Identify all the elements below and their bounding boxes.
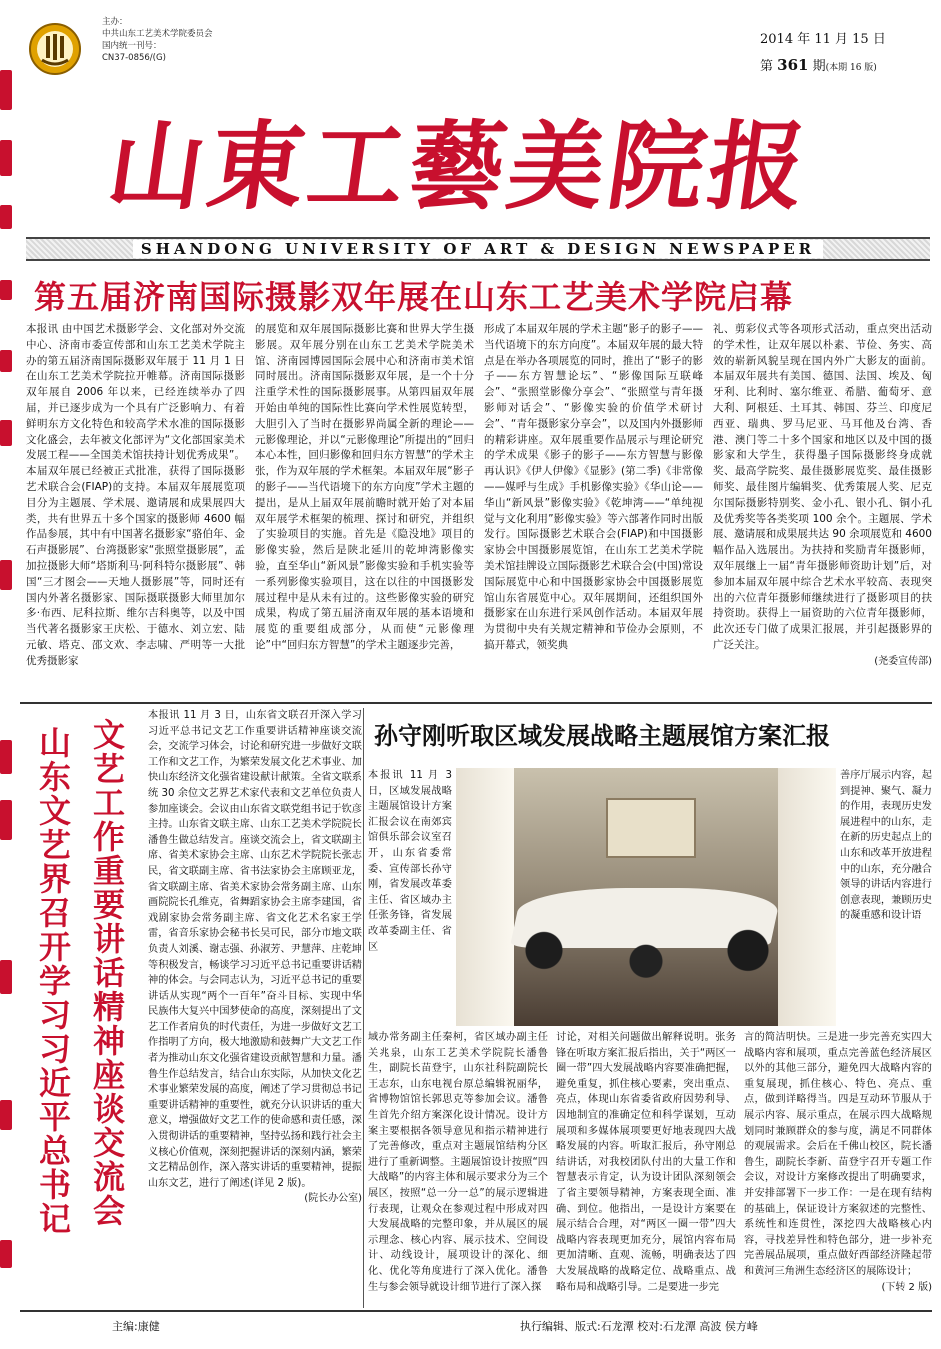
literary-forum-byline: (院长办公室) (304, 1193, 362, 1205)
university-logo-icon (28, 22, 82, 76)
publisher-info (28, 14, 328, 74)
exhibition-headline: 孙守刚听取区域发展战略主题展馆方案汇报 (374, 722, 830, 750)
issue-info (760, 28, 930, 74)
exhibition-hall-story (368, 708, 932, 1308)
exhibition-continued: (下转 2 版) (881, 1281, 932, 1293)
story-headline-vertical: 文艺工作重要讲话精神座谈交流会 (88, 718, 126, 1228)
exhibition-text: 言的简洁明快。三是进一步完善充实四大战略内容和展项，重点完善蓝色经济展区以外的其他三部分，避免四大战略内容的重复展现，抓住核心、特色、亮点、重点，做到详略得当。四是互动环节服从于展示内容、展示重点，在展示四大战略规划同时兼顾群众的参与度，满足不同群体的观展需求。会后在千佛山校区，院长潘鲁生，副院长李新、苗登宇召开专题工作会议，对设计方案修改提出了明确要求，并安排部署下一步工作：一是在现有结构的基础上，保证设计方案叙述的完整性、系统性和连贯性，深挖四大战略核心内容，寻找差异性和特色部分，进一步补充完善展品展项，重点做好西部经济隆起带和黄河三角洲生态经济区的展陈设计； (744, 1032, 932, 1277)
lead-headline: 第五届济南国际摄影双年展在山东工艺美术学院启幕 (34, 278, 794, 316)
exhibition-column: 域办常务副主任秦柯，省区域办副主任关兆泉，山东工艺美术学院院长潘鲁生，副院长苗登宇，山东社科院副院长王志东，山东电视台原总编辑祝丽华，省博物馆馆长郭思克等参加会议。潘鲁生首先介绍方案深化设计情况。设计方案主要根据各领导意见和指示精神进行了完善修改，重点对主题展馆结构分区进行了重新调整。主题展馆设计按照“四大战略”的内容主体和展示要求分为三个展区，按照“总一分一总”的展示逻辑进行表现，让观众在参观过程中形成对四大发展战略的完整印象，并从展区的展示理念、核心内容、展示技术、空间设计、动线设计，展项设计的深化、细化、优化等角度进行了深入优化。潘鲁生与参会领导就设计细节进行了深入探 (368, 1032, 548, 1293)
exhibition-column: 本报讯 11 月 3 日，区域发展战略主题展馆设计方案汇报会议在南郊宾馆俱乐部会议室召开，山东省委常委、宣传部长孙守刚，省发展改革委主任、省区域办主任张务锋，省发展改革委副主任、省区 (368, 770, 452, 953)
publisher-line: CN37-0856/(G) (102, 53, 166, 63)
literary-forum-story (26, 708, 362, 1308)
literary-forum-body (148, 708, 362, 1298)
column-divider (363, 708, 364, 1308)
exhibition-column: 讨论，对相关问题做出解释说明。张务锋在听取方案汇报后指出，关于“两区一圈一带”四大发展战略内容要准确把握，避免重复，抓住核心要素，突出重点、亮点，体现山东省委省政府因势利导、因地制宜的准确定位和科学谋划，互动展项和多媒体展项要更好地表现四大战略发展的内容。听取汇报后，孙守刚总结讲话，对我校团队付出的大量工作和智慧表示肯定，认为设计团队深刻领会了省主要领导精神，方案表现全面、准确、到位。他指出，一是设计方案要在展示结合合理，对“两区一圈一带”四大战略内容表现更加充分，展馆内容布局更加清晰、直观、流畅，明确表达了四大发展战略的战略定位、战略重点、战略布局和战略引导。二是要进一步完 (556, 1032, 736, 1293)
publisher-line: 国内统一刊号： (102, 41, 162, 51)
section-divider (20, 702, 932, 704)
lead-story-column: 形成了本届双年展的学术主题“影子的影子——当代语境下的东方向度”。本届双年展的最大特点是在举办各项展览的同时，推出了“影子的影子——东方智慧论坛”、“影像国际互联峰会”、“张照堂影像分享会”、“张照堂与青年摄影师对话会”、“影像实验的价值学术研讨会”、“青年摄影家分享会”，以及国内外摄影师的精彩讲座。双年展重要作品展示与理论研究的学术成果《影子的影子——东方智慧与影像再认识》《伊人伊像》《显影》(第二季)《非常像——媒呼与生成》手机影像实验》《华山论——华山“新风景”影像实验》《乾坤湾——“单纯视觉与文化利用”影像实验》等六部著作同时出版发行。国际摄影艺术联合会(FIAP)和中国摄影家协会中国摄影展览馆，在山东工艺美术学院美术馆挂牌设立国际摄影艺术联合会(中国)常设国际展览中心和中国摄影家协会中国摄影展览馆山东省展览中心。双年展期间，还组织国外摄影家在山东进行采风创作活动。本届双年展为贯彻中央有关规定精神和节俭办会原则，不搞开幕式，领奖典 (484, 323, 703, 651)
editorial-credits: 执行编辑、版式:石龙潭 校对:石龙潭 高波 侯方峰 (520, 1320, 758, 1333)
exhibition-column: 善序厅展示内容，起到提神、聚气、凝力的作用，表现历史发展进程中的山东，走在新的历史起点上的山东和改革开放进程中的山东，充分融合领导的讲话内容进行创意表现，兼顾历史的凝重感和设计语 (840, 770, 932, 922)
lead-story-body (26, 322, 932, 696)
lead-story-column: 的展览和双年展国际摄影比赛和世界大学生摄影展。双年展分别在山东工艺美术学院美术馆、济南园博园国际会展中心和济南市美术馆同时展出。济南国际摄影双年展，是一个十分注重学术性的国际摄影展事。从第四届双年展开始由单纯的国际性比赛向学术性展览转型，大胆引入了当时在摄影界尚属全新的理论——元影像理论，并以“元影像理论”所提出的“回归本心本性，回归影像和回归东方智慧”的学术主张，作为双年展的学术框架。本届双年展“影子的影子——当代语境下的东方向度”学术主题的提出，是从上届双年展前瞻时就开始了对本届双年展学术框架的梳理、探讨和研究，并组织了实验项目的实施。首先是《隐没地》项目的影像实验，然后是陕北延川的乾坤湾影像实验，直至华山“新风景”影像实验和手机实验等一系列影像实验项目，这在以往的中国摄影发展过程中是从未有过的。这些影像实验的研究成果，构成了第五届济南双年展的基本语境和展览的重要组成部分，从而使“元影像理论”中“回归东方智慧”的学术主题逐步完善， (255, 323, 474, 651)
lead-story-column: 本报讯 由中国艺术摄影学会、文化部对外交流中心、济南市委宣传部和山东工艺美术学院主办的第五届济南国际摄影双年展于 11 月 1 日在山东工艺美术学院拉开帷幕。济南国际摄影双年展自 2006 年以来，已经连续举办了四届，并已逐步成为一个具有广泛影响力、有着鲜明东方文化特色和较高学术水准的国际摄影文化盛会，去年被文化部评为“文化部国家美术发展工程——全国美术馆扶持计划优秀成果”。本届双年展已经被正式批准，获得了国际摄影艺术联合会(FIAP)的支持。本届双年展展览项目分为主题展、学术展、邀请展和成果展四大类，共有世界五十多个国家的摄影师 4600 幅作品参展，其中有中国著名摄影家“骆伯年、金石声摄影展”、台湾摄影家“张照堂摄影展”，孟加拉摄影大师“塔斯利马·阿科特尔摄影展”、韩国“三才图会——天地人摄影展”等，同时还有国内外著名摄影家、国际摄联摄影大师里加尔多·布西、尼科拉斯、维尔吉科奥等，以及中国当代著名摄影家王庆松、于德水、刘立宏、陆元敏、塔克、邵文欢、李志啸、严明等一大批优秀摄影家 (26, 323, 245, 667)
newspaper-title-text: 山東工藝美院报 (101, 109, 817, 223)
publisher-line: 中共山东工艺美术学院委员会 (102, 29, 213, 39)
lead-story-column (713, 322, 932, 696)
lead-story-byline: (尧委宣传部) (874, 655, 932, 667)
meeting-photo (456, 768, 836, 1026)
english-title: SHANDONG UNIVERSITY OF ART & DESIGN NEWSPAPER (133, 240, 823, 258)
publisher-line: 主办： (102, 17, 128, 27)
chief-editor: 主编:康健 (112, 1320, 160, 1333)
english-title-banner (26, 237, 930, 261)
page-footer (20, 1310, 932, 1340)
newspaper-title (101, 88, 817, 228)
literary-forum-text: 本报讯 11 月 3 日，山东省文联召开深入学习习近平总书记文艺工作重要讲话精神座谈交流会，交流学习体会，讨论和研究进一步做好文联工作和文艺工作，为繁荣发展文化艺术事业、加快山东经济文化强省建设献计献策。全省文联系统 30 余位文艺界艺术家代表和文艺单位负责人参加座谈会。会议由山东省文联党组书记于钦彦主持。山东省文联主席、山东工艺美术学院院长潘鲁生做总结发言。座谈交流会上，省文联副主席、省美术家协会主席、山东艺术学院院长张志民，省文联副主席、省书法家协会主席顾亚龙，省文联副主席、省美术家协会常务副主席、山东画院院长孔维克，省舞蹈家协会主席李建国，省戏剧家协会常务副主席、省文化艺术名家王学雷，省音乐家协会秘书长吴可民，部分市地文联负责人刘溪、谢志强、孙淑芳、尹慧萍、庄乾坤等积极发言，畅谈学习习近平总书记重要讲话精神的体会。与会同志认为，习近平总书记的重要讲话从实现“两个一百年”奋斗目标、实现中华民族伟大复兴中国梦使命的高度，深刻提出了文艺工作者肩负的时代责任，为进一步做好文艺工作指明了方向，极大地激励和鼓舞广大文艺工作者为推动山东文化强省建设贡献智慧和力量。潘鲁生作总结发言，结合山东实际，从加快文化艺术事业繁荣发展的高度，阐述了学习贯彻总书记重要讲话精神的重要性，就充分认识讲话的重大意义，增强做好文艺工作的使命感和责任感，深入贯彻讲话的重要精神，坚持弘扬和践行社会主义核心价值观，深刻把握讲话的深刻内涵，繁荣文艺精品创作，深入落实讲话的重要精神，提振山东文艺，进行了阐述(详见 2 版)。 (148, 710, 362, 1189)
story-headline-vertical: 山东文艺界召开学习习近平总书记 (34, 726, 72, 1236)
lead-story-text: 礼、剪彩仪式等各项形式活动，重点突出活动的学术性，让双年展以朴素、节俭、务实、高效的崭新风貌呈现在国内外广大影友的面前。本届双年展共有美国、德国、法国、埃及、匈牙利、比利时、塞尔维亚、希腊、葡萄牙、意大利、阿根廷、土耳其、韩国、芬兰、印度尼西亚、瑞典、罗马尼亚、马耳他及台湾、香港、澳门等二十多个国家和地区以及中国的摄影家和大学生，获得墨子国际摄影终身成就奖、最高学院奖、最佳摄影展览奖、最佳摄影师奖、最佳图片编辑奖、优秀策展人奖、尼克尔国际摄影特别奖、金小孔、银小孔、铜小孔及优秀奖等各类奖项 100 余个。主题展、学术展、邀请展和成果展共达 90 余项展览和 4600 幅作品入选展出。为扶持和奖励青年摄影师，双年展继上一届“青年摄影师资助计划”后，对参加本届双年展中综合艺术水平较高、表现突出的六位青年摄影师继续进行了摄影项目的扶持资助。获得上一届资助的六位青年摄影师，此次还专门做了成果汇报展，并引起摄影界的广泛关注。 (713, 323, 932, 651)
exhibition-column (744, 1030, 932, 1300)
issue-number: 第 361 期(本期 16 版) (760, 56, 877, 74)
edge-bleed (0, 0, 14, 1310)
issue-date: 2014 年 11 月 15 日 (760, 32, 886, 47)
